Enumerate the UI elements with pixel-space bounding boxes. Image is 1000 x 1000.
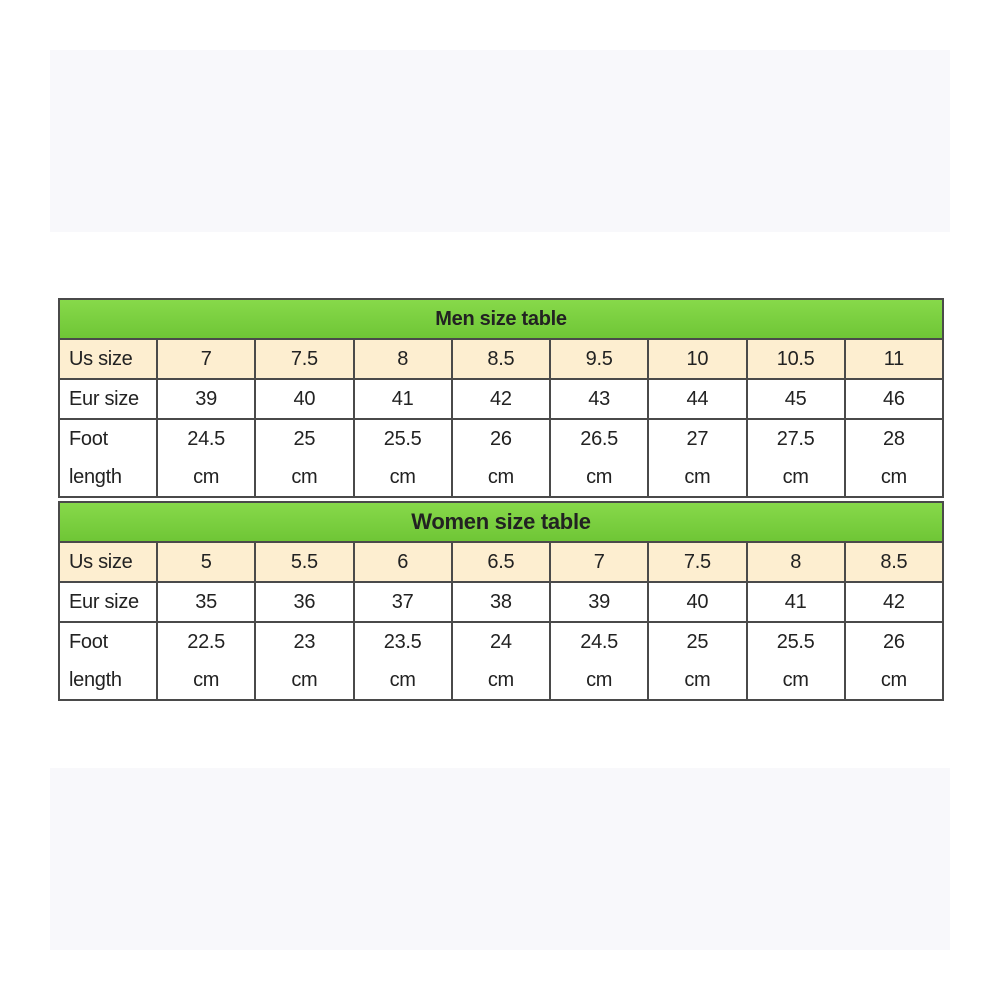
men-foot-length-label — [59, 419, 157, 497]
men-foot-length-cell — [845, 419, 943, 497]
men-foot-length-cell — [157, 419, 255, 497]
women-us-size-label: Us size — [59, 542, 157, 582]
foot-length-unit: cm — [193, 669, 220, 691]
men-table-title: Men size table — [59, 299, 943, 339]
men-foot-length-cell — [648, 419, 746, 497]
women-eur-size-cell: 37 — [354, 582, 452, 622]
women-eur-size-cell: 42 — [845, 582, 943, 622]
foot-length-value: 25.5 — [383, 428, 422, 450]
men-eur-size-cell: 44 — [648, 379, 746, 419]
men-eur-size-cell: 40 — [255, 379, 353, 419]
men-foot-length-cell — [255, 419, 353, 497]
foot-length-unit: cm — [193, 466, 220, 488]
foot-length-value: 25.5 — [776, 631, 815, 653]
foot-length-unit: cm — [684, 669, 711, 691]
women-foot-length-cell — [747, 622, 845, 700]
women-us-size-cell: 7.5 — [648, 542, 746, 582]
women-foot-length-row — [59, 622, 943, 700]
men-us-size-cell: 10 — [648, 339, 746, 379]
foot-length-value: 26 — [883, 631, 905, 653]
women-us-size-cell: 5 — [157, 542, 255, 582]
foot-length-value: 27 — [686, 428, 709, 450]
foot-length-value: 24.5 — [580, 631, 618, 653]
foot-length-unit: cm — [291, 669, 318, 691]
foot-length-value: 26 — [490, 428, 512, 450]
women-us-size-cell: 6.5 — [452, 542, 550, 582]
men-eur-size-cell: 46 — [845, 379, 943, 419]
men-us-size-row — [59, 339, 943, 379]
men-foot-length-cell — [452, 419, 550, 497]
women-us-size-row — [59, 542, 943, 582]
men-eur-size-cell: 43 — [550, 379, 648, 419]
women-us-size-cell: 8 — [747, 542, 845, 582]
foot-length-unit: cm — [880, 669, 907, 691]
foot-length-value: 23 — [293, 631, 316, 653]
foot-length-unit: cm — [684, 466, 711, 488]
foot-length-value: 28 — [883, 428, 905, 450]
men-us-size-cell: 9.5 — [550, 339, 648, 379]
men-eur-size-label: Eur size — [59, 379, 157, 419]
men-us-size-cell: 7 — [157, 339, 255, 379]
foot-label-line1: Foot — [69, 631, 108, 653]
women-eur-size-cell: 35 — [157, 582, 255, 622]
women-foot-length-cell — [157, 622, 255, 700]
foot-length-unit: cm — [389, 669, 416, 691]
men-size-table — [58, 298, 944, 498]
women-foot-length-cell — [550, 622, 648, 700]
women-eur-size-cell: 40 — [648, 582, 746, 622]
foot-label-line2: length — [69, 466, 122, 488]
foot-length-value: 25 — [686, 631, 709, 653]
men-foot-length-row — [59, 419, 943, 497]
foot-length-unit: cm — [782, 466, 809, 488]
foot-label-line1: Foot — [69, 428, 108, 450]
women-table-title: Women size table — [59, 502, 943, 542]
women-eur-size-cell: 39 — [550, 582, 648, 622]
women-foot-length-cell — [255, 622, 353, 700]
women-eur-size-cell: 41 — [747, 582, 845, 622]
men-eur-size-cell: 45 — [747, 379, 845, 419]
men-us-size-label: Us size — [59, 339, 157, 379]
foot-length-value: 24 — [490, 631, 512, 653]
women-foot-length-cell — [354, 622, 452, 700]
men-foot-length-cell — [550, 419, 648, 497]
women-us-size-cell: 7 — [550, 542, 648, 582]
men-us-size-cell: 11 — [845, 339, 943, 379]
foot-length-value: 25 — [293, 428, 316, 450]
foot-length-value: 22.5 — [187, 631, 225, 653]
women-us-size-cell: 8.5 — [845, 542, 943, 582]
women-foot-length-cell — [845, 622, 943, 700]
foot-label-line2: length — [69, 669, 122, 691]
men-eur-size-cell: 39 — [157, 379, 255, 419]
foot-length-unit: cm — [291, 466, 318, 488]
women-eur-size-cell: 36 — [255, 582, 353, 622]
men-foot-length-cell — [747, 419, 845, 497]
foot-length-value: 26.5 — [580, 428, 618, 450]
foot-length-unit: cm — [586, 466, 613, 488]
men-eur-size-row — [59, 379, 943, 419]
foot-length-value: 23.5 — [383, 631, 422, 653]
foot-length-unit: cm — [586, 669, 613, 691]
women-us-size-cell: 6 — [354, 542, 452, 582]
foot-length-unit: cm — [782, 669, 809, 691]
top-background-band — [50, 50, 950, 232]
women-eur-size-cell: 38 — [452, 582, 550, 622]
men-eur-size-cell: 42 — [452, 379, 550, 419]
women-eur-size-label: Eur size — [59, 582, 157, 622]
foot-length-unit: cm — [880, 466, 907, 488]
men-us-size-cell: 8 — [354, 339, 452, 379]
women-foot-length-label — [59, 622, 157, 700]
bottom-background-band — [50, 768, 950, 950]
women-foot-length-cell — [452, 622, 550, 700]
men-us-size-cell: 10.5 — [747, 339, 845, 379]
men-us-size-cell: 8.5 — [452, 339, 550, 379]
women-eur-size-row — [59, 582, 943, 622]
foot-length-unit: cm — [487, 466, 514, 488]
men-foot-length-cell — [354, 419, 452, 497]
foot-length-value: 24.5 — [187, 428, 225, 450]
men-us-size-cell: 7.5 — [255, 339, 353, 379]
women-us-size-cell: 5.5 — [255, 542, 353, 582]
women-size-table — [58, 501, 944, 701]
women-foot-length-cell — [648, 622, 746, 700]
foot-length-value: 27.5 — [776, 428, 815, 450]
men-eur-size-cell: 41 — [354, 379, 452, 419]
foot-length-unit: cm — [487, 669, 514, 691]
foot-length-unit: cm — [389, 466, 416, 488]
